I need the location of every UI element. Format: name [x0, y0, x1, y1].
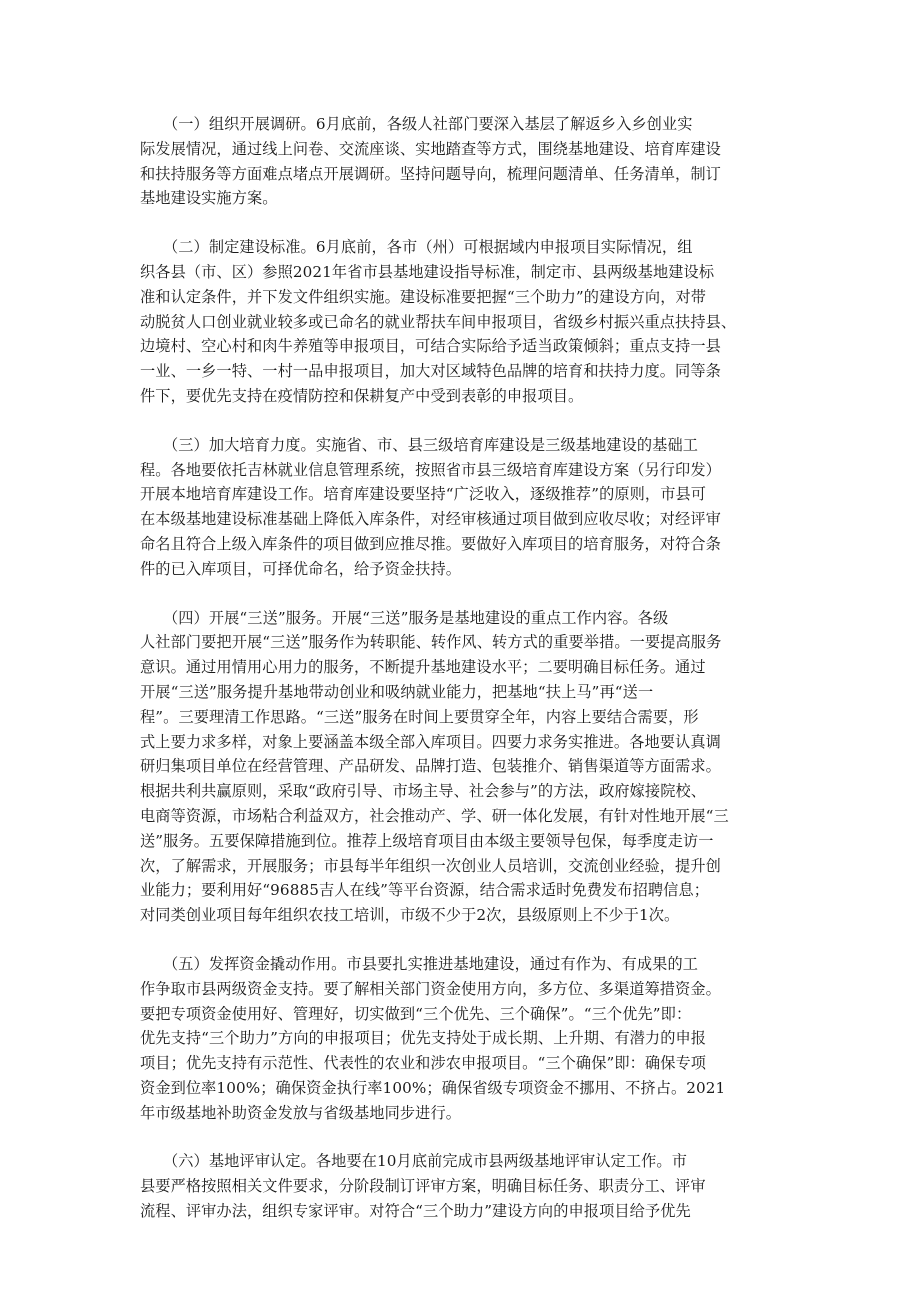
section-1-organize-research: （一）组织开展调研。6月底前，各级人社部门要深入基层了解返乡入乡创业实 际发展情况，通过线上问卷、交流座谈、实地踏查等方式，围绕基地建设、培育库建设 和扶持服务等方面难点堵点开展调研。坚持问题导向，梳理问题清单、任务清单，制订 基地建设实施方案。: [140, 115, 721, 208]
section-6-evaluation: （六）基地评审认定。各地要在10月底前完成市县两级基地评审认定工作。市 县要严格按照相关文件要求，分阶段制订评审方案，明确目标任务、职责分工、评审 流程、评审办法，组织专家评审。对符合“三个助力”建设方向的申报项目给予优先: [140, 1152, 706, 1221]
section-4-three-services: （四）开展“三送”服务。开展“三送”服务是基地建设的重点工作内容。各级 人社部门要把开展“三送”服务作为转职能、转作风、转方式的重要举措。一要提高服务 意识。通过用情用心用力的服务，不断提升基地建设水平；二要明确目标任务。通过 开展“三送”服务提升基地带动创业和吸纳就业能力，把基地“扶上马”再“送一 程”。三要理清工作思路。“三送”服务在时间上要贯穿全年，内容上要结合需要，形 式上要力求多样，对象上要涵盖本级全部入库项目。四要力求务实推进。各地要认真调 研归集项目单位在经营管理、产品研发、品牌打造、包装推介、销售渠道等方面需求。 根据共利共赢原则，采取“政府引导、市场主导、社会参与”的方法，政府嫁接院校、 电商等资源，市场粘合利益双方，社会推动产、学、研一体化发展，有针对性地开展“三 送”服务。五要保障措施到位。推荐上级培育项目由本级主要领导包保，每季度走访一 次，了解需求，开展服务；市县每半年组织一次创业人员培训，交流创业经验，提升创 业能力；要利用好“96885吉人在线”等平台资源，结合需求适时免费发布招聘信息； 对同类创业项目每年组织农技工培训，市级不少于2次，县级原则上不少于1次。: [140, 608, 729, 925]
section-2-construction-standards: （二）制定建设标准。6月底前，各市（州）可根据域内申报项目实际情况，组 织各县（市、区）参照2021年省市县基地建设指导标准，制定市、县两级基地建设标 准和认定条件，并下发文件组织实施。建设标准要把握“三个助力”的建设方向，对带 动脱贫人口创业就业较多或已命名的就业帮扶车间申报项目，省级乡村振兴重点扶持县、 边境村、空心村和肉牛养殖等申报项目，可结合实际给予适当政策倾斜；重点支持一县 一业、一乡一特、一村一品申报项目，加大对区域特色品牌的培育和扶持力度。同等条 件下，要优先支持在疫情防控和保耕复产中受到表彰的申报项目。: [140, 238, 737, 405]
section-5-funding: （五）发挥资金撬动作用。市县要扎实推进基地建设，通过有作为、有成果的工 作争取市县两级资金支持。要了解相关部门资金使用方向，多方位、多渠道筹措资金。 要把专项资金使用好、管理好，切实做到“三个优先、三个确保”。“三个优先”即： 优先支持“三个助力”方向的申报项目；优先支持处于成长期、上升期、有潜力的申报 项目；优先支持有示范性、代表性的农业和涉农申报项目。“三个确保”即：确保专项 资金到位率100%；确保资金执行率100%；确保省级专项资金不挪用、不挤占。2021 年市级基地补助资金发放与省级基地同步进行。: [140, 954, 726, 1122]
document-body: [140, 112, 785, 1248]
section-3-cultivation: （三）加大培育力度。实施省、市、县三级培育库建设是三级基地建设的基础工 程。各地要依托吉林就业信息管理系统，按照省市县三级培育库建设方案（另行印发） 开展本地培育库建设工作。培育库建设要坚持“广泛收入，逐级推荐”的原则，市县可 在本级基地建设标准基础上降低入库条件，对经审核通过项目做到应收尽收；对经评审 命名且符合上级入库条件的项目做到应推尽推。要做好入库项目的培育服务，对符合条 件的已入库项目，可择优命名，给予资金扶持。: [140, 435, 721, 578]
